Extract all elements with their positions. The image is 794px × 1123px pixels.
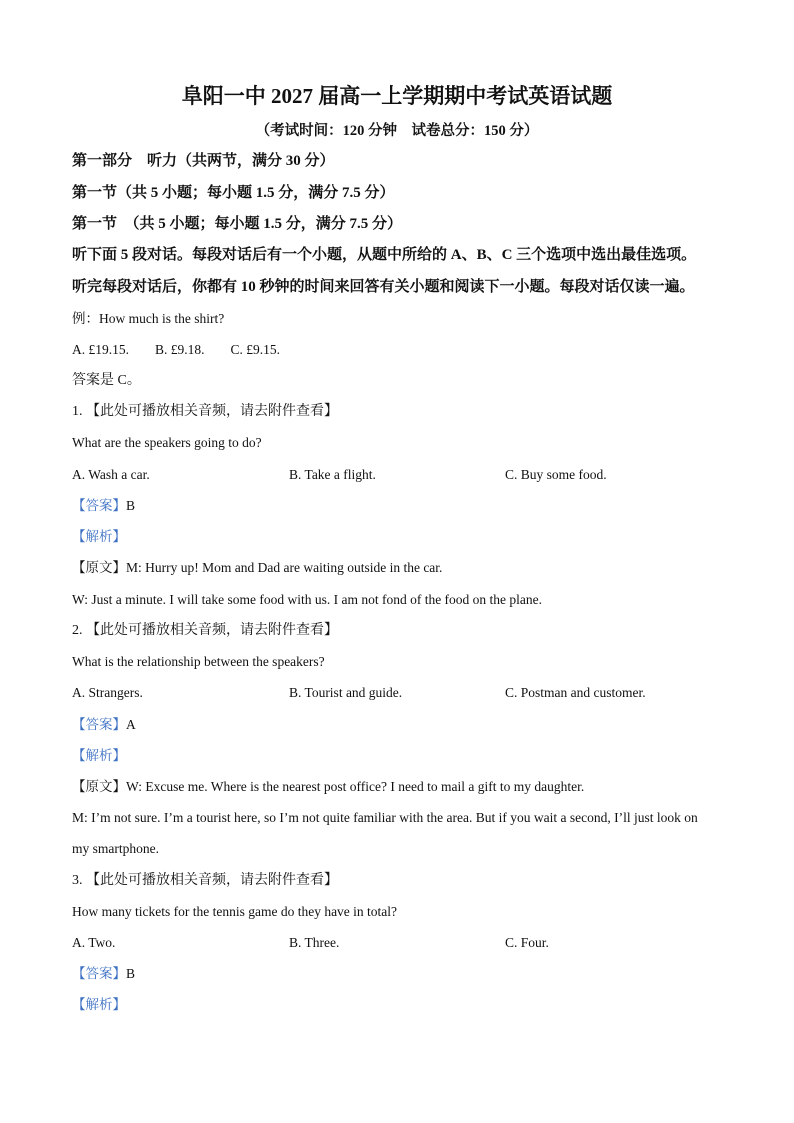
example-option-a: A. £19.15. bbox=[72, 342, 129, 357]
exam-info: （考试时间：120 分钟 试卷总分：150 分） bbox=[255, 123, 539, 139]
question-1-answer bbox=[72, 497, 135, 515]
question-1-text: What are the speakers going to do? bbox=[72, 435, 262, 450]
answer-label: 【答案】 bbox=[72, 498, 126, 513]
instructions-line-2: 听完每段对话后，你都有 10 秒钟的时间来回答有关小题和阅读下一小题。每段对话仅读一遍。 bbox=[72, 279, 695, 295]
question-3-text: How many tickets for the tennis game do they have in total? bbox=[72, 904, 398, 919]
audio-placeholder-2[interactable]: 2. 【此处可播放相关音频，请去附件查看】 bbox=[72, 623, 338, 638]
answer-label: 【答案】 bbox=[72, 717, 126, 732]
question-2-transcript-3: my smartphone. bbox=[72, 841, 159, 856]
example-option-c: C. £9.15. bbox=[230, 342, 281, 357]
question-1-transcript-2: W: Just a minute. I will take some food with us. I am not fond of the food on the plane. bbox=[72, 592, 543, 607]
example-options bbox=[72, 341, 306, 359]
question-2-transcript-2: M: I’m not sure. I’m a tourist here, so I’m not quite familiar with the area. But if you wait a second, I’ll just look on bbox=[72, 810, 698, 825]
original-label: 【原文】 bbox=[72, 779, 126, 794]
audio-placeholder-1[interactable]: 1. 【此处可播放相关音频，请去附件查看】 bbox=[72, 404, 338, 419]
instructions-line-1: 听下面 5 段对话。每段对话后有一个小题，从题中所给的 A、B、C 三个选项中选出最佳选项。 bbox=[72, 247, 697, 263]
question-1-option-b: B. Take a flight. bbox=[289, 467, 376, 482]
question-2-option-a: A. Strangers. bbox=[72, 685, 143, 700]
original-label: 【原文】 bbox=[72, 560, 126, 575]
page-title: 阜阳一中 2027 届高一上学期期中考试英语试题 bbox=[181, 84, 613, 108]
part-heading: 第一部分 听力（共两节，满分 30 分） bbox=[72, 153, 335, 169]
analysis-label: 【解析】 bbox=[72, 997, 126, 1012]
question-1-option-c: C. Buy some food. bbox=[505, 467, 607, 482]
question-2-option-b: B. Tourist and guide. bbox=[289, 685, 403, 700]
transcript-text: M: Hurry up! Mom and Dad are waiting outside in the car. bbox=[126, 560, 443, 575]
question-2-analysis bbox=[72, 747, 126, 765]
question-3-option-b: B. Three. bbox=[289, 935, 340, 950]
section-heading: 第一节（共 5 小题；每小题 1.5 分，满分 7.5 分） bbox=[72, 185, 395, 201]
question-3-option-a: A. Two. bbox=[72, 935, 116, 950]
question-2-answer bbox=[72, 716, 136, 734]
question-2-text: What is the relationship between the speakers? bbox=[72, 654, 325, 669]
answer-value: A bbox=[126, 717, 136, 732]
example-question: 例：How much is the shirt? bbox=[72, 311, 225, 326]
answer-value: B bbox=[126, 498, 136, 513]
analysis-label: 【解析】 bbox=[72, 748, 126, 763]
transcript-text: W: Excuse me. Where is the nearest post office? I need to mail a gift to my daughter. bbox=[126, 779, 585, 794]
question-1-option-a: A. Wash a car. bbox=[72, 467, 150, 482]
answer-value: B bbox=[126, 966, 136, 981]
question-3-answer bbox=[72, 965, 135, 983]
example-option-b: B. £9.18. bbox=[155, 342, 205, 357]
question-2-option-c: C. Postman and customer. bbox=[505, 685, 646, 700]
question-3-option-c: C. Four. bbox=[505, 935, 549, 950]
question-3-analysis bbox=[72, 996, 126, 1014]
section-heading-repeat: 第一节 （共 5 小题；每小题 1.5 分，满分 7.5 分） bbox=[72, 216, 403, 232]
question-2-transcript-1 bbox=[72, 778, 584, 796]
answer-label: 【答案】 bbox=[72, 966, 126, 981]
question-1-analysis bbox=[72, 528, 126, 546]
analysis-label: 【解析】 bbox=[72, 529, 126, 544]
question-1-transcript-1 bbox=[72, 559, 442, 577]
example-answer: 答案是 C。 bbox=[72, 373, 141, 388]
audio-placeholder-3[interactable]: 3. 【此处可播放相关音频，请去附件查看】 bbox=[72, 873, 338, 888]
